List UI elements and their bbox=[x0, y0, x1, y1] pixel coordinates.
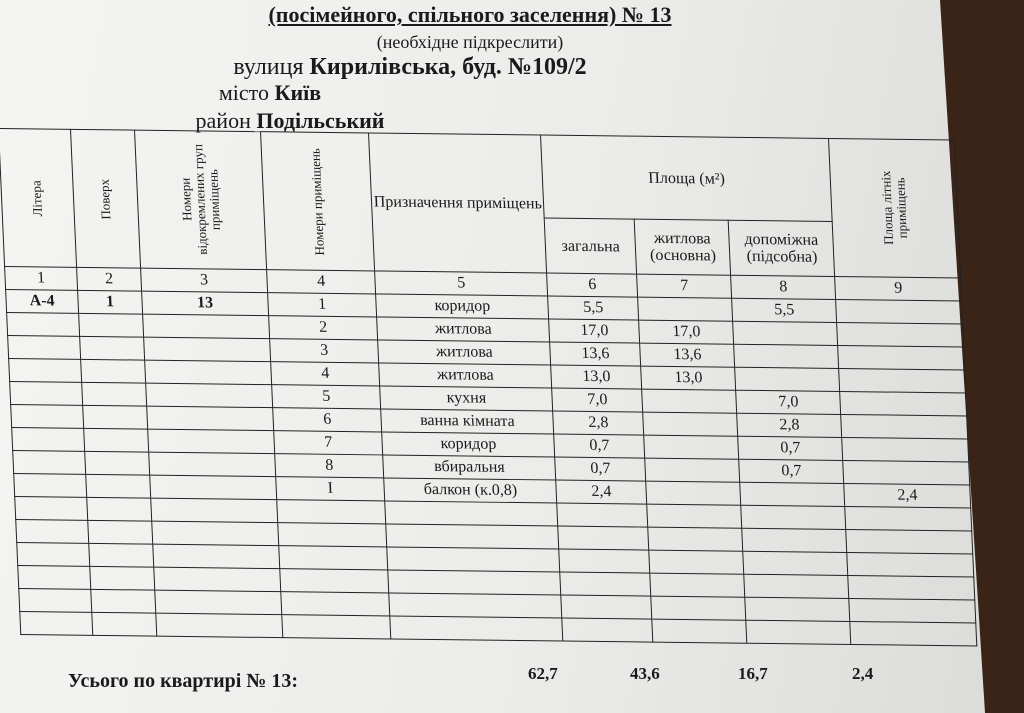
cell-room-number: 2 bbox=[269, 316, 378, 340]
cell-room-number: 4 bbox=[271, 362, 380, 386]
cell-litera bbox=[10, 382, 83, 406]
cell-area-summer: 2,4 bbox=[844, 483, 971, 508]
cell-floor bbox=[81, 359, 146, 383]
district-value: Подільський bbox=[256, 108, 385, 133]
cell-floor bbox=[86, 474, 151, 498]
col-header-living: житлова (основна) bbox=[634, 219, 730, 275]
cell-area-total: 2,8 bbox=[553, 411, 644, 435]
cell-area-summer bbox=[841, 414, 968, 439]
empty-cell bbox=[18, 566, 91, 590]
col-index: 5 bbox=[375, 271, 548, 296]
cell-area-living bbox=[644, 435, 739, 459]
cell-area-total: 17,0 bbox=[549, 319, 640, 343]
col-index: 4 bbox=[267, 270, 376, 294]
cell-floor bbox=[80, 336, 145, 360]
cell-room-number: I bbox=[276, 477, 385, 501]
empty-cell bbox=[389, 593, 562, 618]
cell-area-living: 13,0 bbox=[641, 366, 736, 390]
cell-litera bbox=[8, 336, 81, 360]
cell-purpose: житлова bbox=[377, 317, 550, 342]
empty-cell bbox=[647, 504, 742, 528]
document-subtitle: (необхідне підкреслити) bbox=[376, 32, 564, 52]
empty-cell bbox=[745, 597, 850, 621]
col-index: 9 bbox=[835, 276, 962, 301]
cell-floor bbox=[85, 451, 150, 475]
empty-cell bbox=[559, 549, 650, 573]
empty-cell bbox=[16, 520, 89, 544]
empty-cell bbox=[846, 529, 973, 554]
col-header-summer: Площа літніх приміщень bbox=[829, 138, 961, 278]
cell-room-number: 8 bbox=[275, 454, 384, 478]
cell-litera: А-4 bbox=[6, 290, 79, 314]
cell-area-aux: 0,7 bbox=[738, 436, 843, 460]
col-index: 7 bbox=[637, 274, 732, 298]
empty-cell bbox=[87, 497, 152, 521]
cell-area-total: 13,0 bbox=[551, 365, 642, 389]
cell-area-total: 0,7 bbox=[554, 434, 645, 458]
cell-litera bbox=[12, 428, 85, 452]
empty-cell bbox=[17, 543, 90, 567]
empty-cell bbox=[648, 527, 743, 551]
empty-cell bbox=[744, 574, 849, 598]
cell-area-summer bbox=[840, 391, 967, 416]
cell-area-total: 5,5 bbox=[548, 296, 639, 320]
empty-cell bbox=[558, 526, 649, 550]
cell-group bbox=[149, 452, 276, 477]
cell-area-total: 7,0 bbox=[552, 388, 643, 412]
empty-cell bbox=[155, 590, 282, 615]
cell-area-living bbox=[643, 412, 738, 436]
cell-purpose: житлова bbox=[379, 363, 552, 388]
empty-cell bbox=[562, 618, 653, 642]
col-header-litera: Літера bbox=[0, 129, 77, 268]
empty-cell bbox=[278, 523, 387, 547]
empty-cell bbox=[92, 612, 157, 636]
empty-cell bbox=[850, 621, 977, 646]
empty-cell bbox=[19, 589, 92, 613]
empty-cell bbox=[387, 547, 560, 572]
cell-purpose: житлова bbox=[378, 340, 551, 365]
empty-cell bbox=[746, 620, 851, 644]
empty-cell bbox=[88, 520, 153, 544]
empty-cell bbox=[280, 569, 389, 593]
cell-area-summer bbox=[842, 437, 969, 462]
cell-area-living bbox=[645, 458, 740, 482]
cell-room-number: 7 bbox=[274, 431, 383, 455]
cell-litera bbox=[7, 313, 80, 337]
empty-cell bbox=[89, 543, 154, 567]
empty-cell bbox=[560, 572, 651, 596]
street-label: вулиця bbox=[233, 54, 304, 80]
cell-area-aux: 5,5 bbox=[732, 298, 837, 322]
col-header-floor: Поверх bbox=[71, 129, 141, 268]
cell-floor bbox=[79, 313, 144, 337]
totals-aux: 16,7 bbox=[738, 664, 768, 683]
cell-floor: 1 bbox=[78, 290, 143, 314]
empty-cell bbox=[652, 619, 747, 643]
cell-room-number: 3 bbox=[270, 339, 379, 363]
cell-area-summer bbox=[838, 345, 965, 370]
cell-group bbox=[144, 337, 271, 362]
empty-cell bbox=[153, 544, 280, 569]
empty-cell bbox=[277, 500, 386, 524]
city-label: місто bbox=[218, 80, 269, 105]
totals-total: 62,7 bbox=[528, 664, 558, 683]
cell-area-living bbox=[638, 297, 733, 321]
cell-area-aux bbox=[735, 367, 840, 391]
cell-group bbox=[145, 360, 272, 385]
cell-area-living bbox=[646, 481, 741, 505]
cell-area-summer bbox=[836, 299, 963, 324]
cell-purpose: балкон (к.0,8) bbox=[384, 478, 557, 503]
empty-cell bbox=[152, 521, 279, 546]
cell-purpose: коридор bbox=[376, 294, 549, 319]
district-label: район bbox=[195, 108, 251, 133]
cell-group bbox=[147, 406, 274, 431]
empty-cell bbox=[154, 567, 281, 592]
totals-label: Усього по квартирі № 13: bbox=[68, 670, 299, 692]
totals-living: 43,6 bbox=[630, 664, 660, 683]
empty-cell bbox=[649, 550, 744, 574]
cell-room-number: 6 bbox=[273, 408, 382, 432]
cell-room-number: 5 bbox=[272, 385, 381, 409]
cell-area-summer bbox=[837, 322, 964, 347]
cell-area-living bbox=[642, 389, 737, 413]
empty-cell bbox=[650, 573, 745, 597]
col-header-auxiliary: допоміжна (підсобна) bbox=[728, 220, 834, 276]
empty-cell bbox=[156, 613, 283, 638]
empty-cell bbox=[849, 598, 976, 623]
cell-floor bbox=[83, 405, 148, 429]
street-line bbox=[0, 54, 880, 81]
col-index: 1 bbox=[5, 267, 78, 291]
col-index: 3 bbox=[141, 268, 268, 293]
empty-cell bbox=[282, 615, 391, 639]
cell-purpose: коридор bbox=[382, 432, 555, 457]
empty-cell bbox=[741, 505, 846, 529]
cell-group bbox=[148, 429, 275, 454]
cell-area-total: 13,6 bbox=[550, 342, 641, 366]
cell-area-total: 0,7 bbox=[555, 457, 646, 481]
empty-cell bbox=[742, 528, 847, 552]
cell-purpose: кухня bbox=[380, 386, 553, 411]
cell-purpose: ванна кімната bbox=[381, 409, 554, 434]
col-header-total: загальна bbox=[544, 218, 636, 274]
cell-litera bbox=[13, 451, 86, 475]
rooms-table bbox=[0, 128, 978, 646]
street-value: Кирилівська, буд. №109/2 bbox=[309, 54, 587, 80]
col-index: 2 bbox=[77, 267, 142, 291]
empty-cell bbox=[385, 501, 558, 526]
document-title: (посімейного, спільного заселення) № 13 bbox=[268, 2, 672, 27]
empty-cell bbox=[651, 596, 746, 620]
city-value: Київ bbox=[274, 80, 322, 105]
cell-area-living: 17,0 bbox=[639, 320, 734, 344]
empty-cell bbox=[743, 551, 848, 575]
empty-cell bbox=[281, 592, 390, 616]
cell-group: 13 bbox=[142, 291, 269, 316]
cell-area-aux: 0,7 bbox=[739, 459, 844, 483]
col-header-groups: Номери відокремлених груп приміщень bbox=[135, 130, 267, 270]
col-header-room-numbers: Номери приміщень bbox=[261, 132, 375, 271]
cell-floor bbox=[82, 382, 147, 406]
cell-area-total: 2,4 bbox=[556, 480, 647, 504]
empty-cell bbox=[15, 497, 88, 521]
cell-area-aux bbox=[733, 321, 838, 345]
empty-cell bbox=[279, 546, 388, 570]
empty-cell bbox=[845, 506, 972, 531]
cell-area-aux: 2,8 bbox=[737, 413, 842, 437]
cell-litera bbox=[11, 405, 84, 429]
cell-group bbox=[143, 314, 270, 339]
cell-group bbox=[150, 475, 277, 500]
col-header-area: Площа (м²) bbox=[541, 135, 833, 221]
cell-litera bbox=[9, 359, 82, 383]
empty-cell bbox=[388, 570, 561, 595]
cell-purpose: вбиральня bbox=[383, 455, 556, 480]
col-index: 6 bbox=[547, 273, 638, 297]
empty-cell bbox=[557, 503, 648, 527]
cell-litera bbox=[14, 474, 87, 498]
cell-floor bbox=[84, 428, 149, 452]
empty-cell bbox=[151, 498, 278, 523]
cell-area-aux bbox=[740, 482, 845, 506]
city-line bbox=[0, 80, 740, 106]
empty-cell bbox=[91, 589, 156, 613]
cell-area-aux: 7,0 bbox=[736, 390, 841, 414]
cell-area-living: 13,6 bbox=[640, 343, 735, 367]
col-header-purpose: Призначення приміщень bbox=[369, 133, 547, 273]
cell-area-summer bbox=[839, 368, 966, 393]
col-index: 8 bbox=[731, 275, 836, 299]
empty-cell bbox=[20, 612, 93, 636]
empty-cell bbox=[848, 575, 975, 600]
empty-cell bbox=[390, 616, 563, 641]
empty-cell bbox=[386, 524, 559, 549]
empty-cell bbox=[847, 552, 974, 577]
cell-room-number: 1 bbox=[268, 293, 377, 317]
cell-area-aux bbox=[734, 344, 839, 368]
empty-cell bbox=[90, 566, 155, 590]
empty-cell bbox=[561, 595, 652, 619]
cell-group bbox=[146, 383, 273, 408]
totals-summer: 2,4 bbox=[852, 664, 874, 683]
cell-area-summer bbox=[843, 460, 970, 485]
